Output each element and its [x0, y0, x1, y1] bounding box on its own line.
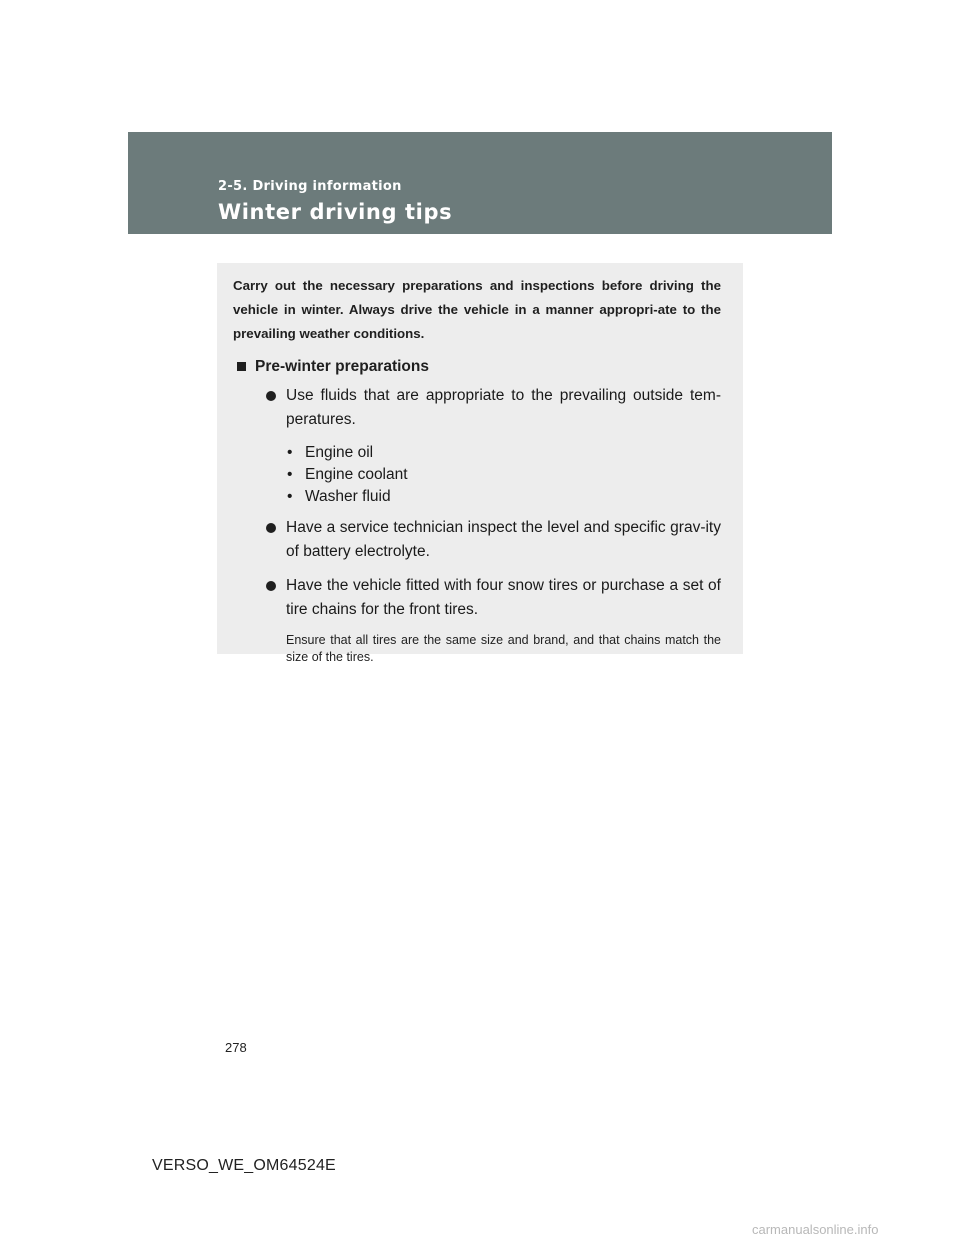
fluid-name: Washer fluid — [305, 488, 391, 505]
fluid-name: Engine oil — [305, 444, 374, 461]
list-item — [233, 516, 721, 564]
document-code: VERSO_WE_OM64524E — [152, 1157, 336, 1174]
dot-marker: • — [287, 444, 293, 461]
list-item — [233, 384, 721, 432]
fluid-list-item — [287, 486, 721, 508]
fluid-list-item — [287, 464, 721, 486]
dot-marker: • — [287, 466, 293, 483]
dot-marker: • — [287, 488, 293, 505]
header-band — [128, 132, 832, 234]
round-bullet-icon — [266, 523, 276, 533]
watermark: carmanualsonline.info — [752, 1222, 879, 1237]
subheading-text: Pre-winter preparations — [255, 358, 429, 375]
list-item-text: Have a service technician inspect the level and specific grav-ity of battery electrolyte. — [286, 519, 721, 560]
list-item-text: Have the vehicle fitted with four snow tires or purchase a set of tire chains for the front tires. — [286, 577, 721, 618]
section-label: 2-5. Driving information — [218, 179, 402, 194]
list-item — [233, 574, 721, 622]
round-bullet-icon — [266, 391, 276, 401]
content-box — [217, 263, 743, 664]
page-number: 278 — [225, 1040, 247, 1055]
square-bullet-icon — [237, 362, 246, 371]
note-text: Ensure that all tires are the same size and brand, and that chains match the size of the tires. — [286, 633, 721, 664]
list-item-text: Use fluids that are appropriate to the prevailing outside tem-peratures. — [286, 387, 721, 428]
round-bullet-icon — [266, 581, 276, 591]
fluid-name: Engine coolant — [305, 466, 408, 483]
intro-paragraph: Carry out the necessary preparations and inspections before driving the vehicle in winter. Always drive the vehicle in a manner appropri-ate to the prevailing weather conditions. — [233, 278, 721, 341]
subheading — [233, 356, 721, 378]
fluid-list — [233, 442, 721, 508]
page-title: Winter driving tips — [218, 200, 453, 224]
fluid-list-item — [287, 442, 721, 464]
